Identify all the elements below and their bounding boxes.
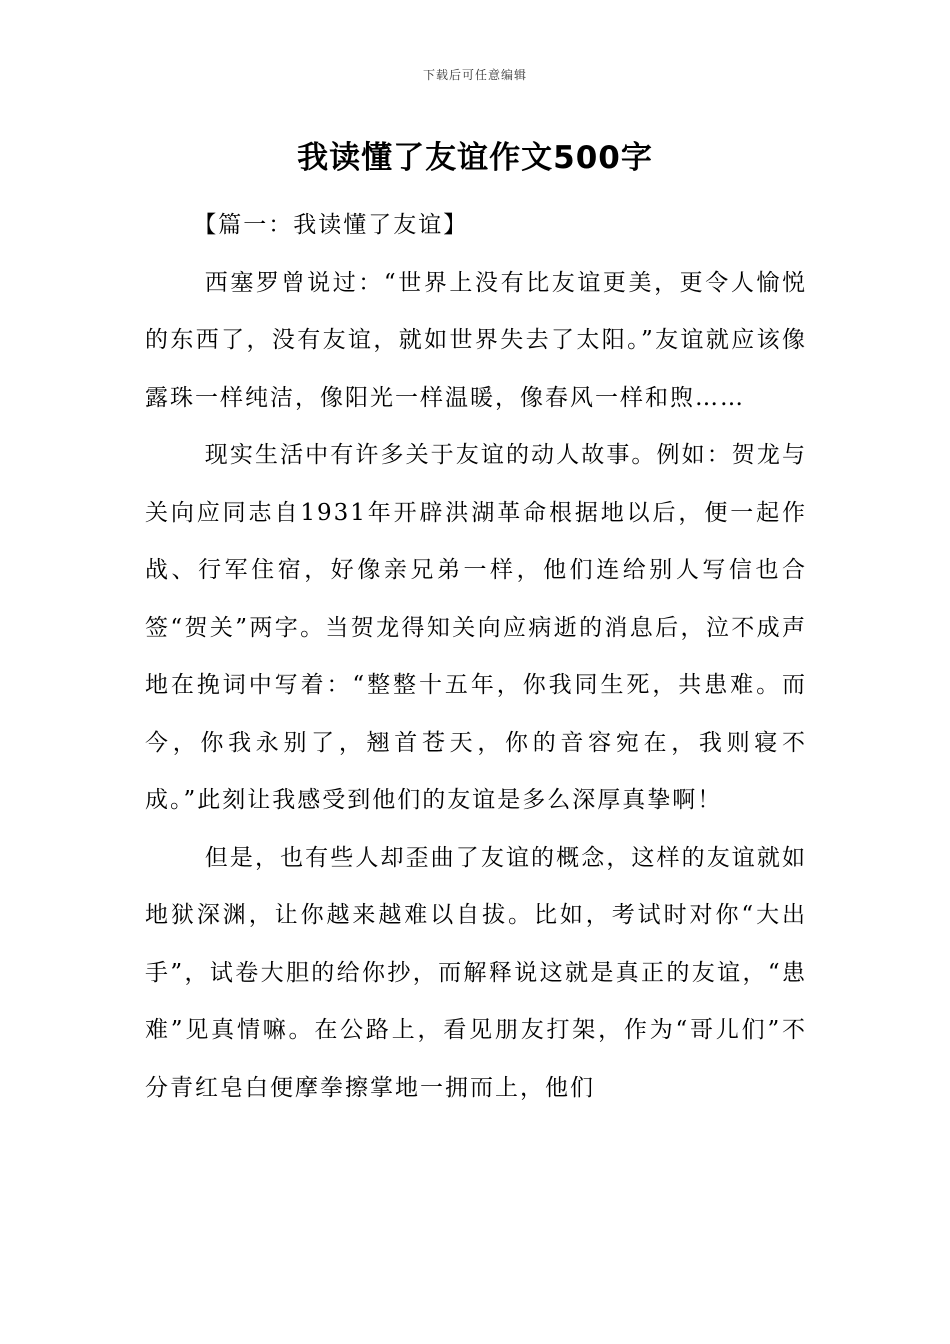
document-body <box>145 197 807 1117</box>
paragraph-3: 但是，也有些人却歪曲了友谊的概念，这样的友谊就如地狱深渊，让你越来越难以自拔。比如，考试时对你“大出手”，试卷大胆的给你抄，而解释说这就是真正的友谊，“患难”见真情嘛。在公路上，看见朋友打架，作为“哥儿们”不分青红皂白便摩拳擦掌地一拥而上，他们 <box>145 844 807 1101</box>
header-note: 下载后可任意编辑 <box>422 68 527 82</box>
section-heading: 【篇一：我读懂了友谊】 <box>193 212 469 238</box>
paragraph-1: 西塞罗曾说过：“世界上没有比友谊更美，更令人愉悦的东西了，没有友谊，就如世界失去了太阳。”友谊就应该像露珠一样纯洁，像阳光一样温暖，像春风一样和煦…… <box>145 269 807 411</box>
paragraph-2: 现实生活中有许多关于友谊的动人故事。例如：贺龙与关向应同志自1931年开辟洪湖革命根据地以后，便一起作战、行军住宿，好像亲兄弟一样，他们连给别人写信也合签“贺关”两字。当贺龙得知关向应病逝的消息后，泣不成声地在挽词中写着：“整整十五年，你我同生死，共患难。而今，你我永别了，翘首苍天，你的音容宛在，我则寝不成。”此刻让我感受到他们的友谊是多么深厚真挚啊！ <box>145 442 807 813</box>
document-title: 我读懂了友谊作文500字 <box>297 140 653 176</box>
